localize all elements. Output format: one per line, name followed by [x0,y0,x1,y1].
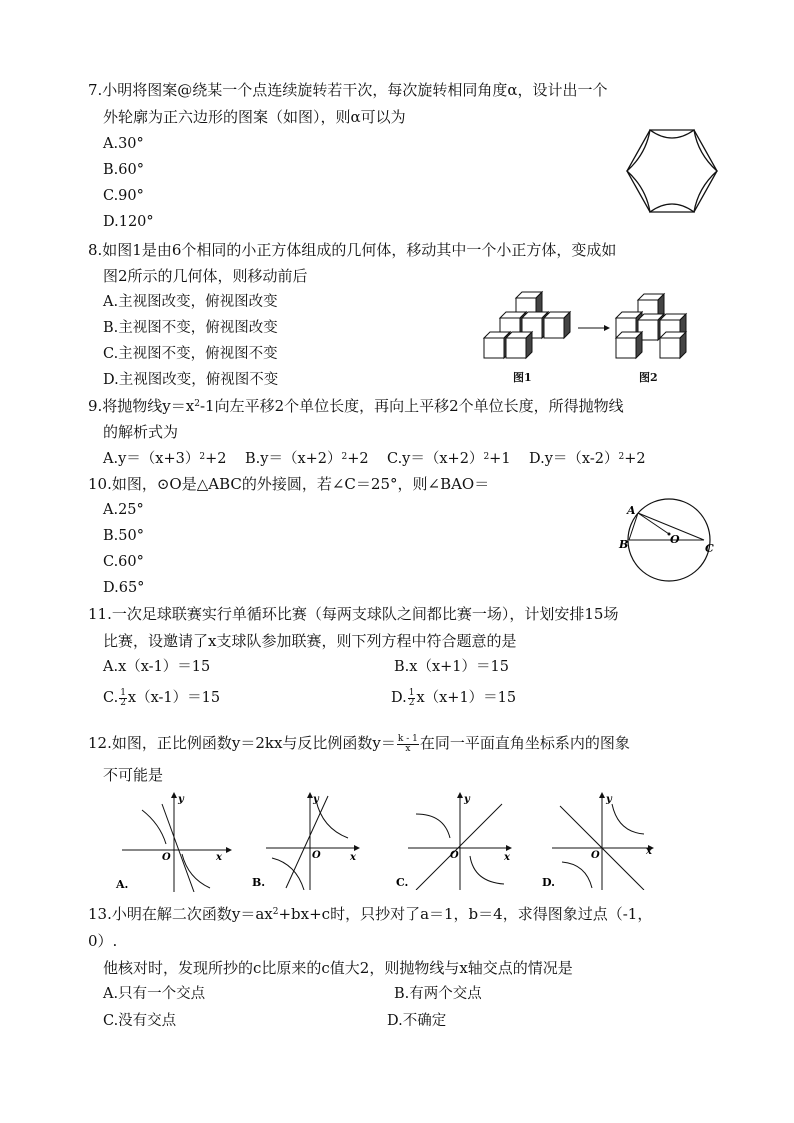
q9-option-b: $B.y=(x+2)^2+2$ [245,451,369,467]
graph-b [250,790,370,890]
circle-figure [616,496,716,584]
q7-option-c: C.90° [103,188,144,204]
figure1-caption: 图1 [513,371,532,384]
graph-d [540,790,665,890]
q7-stem-line1: 7.小明将图案@绕某一个点连续旋转若干次，每次旋转相同角度α，设计出一个 [88,81,608,99]
svg-text:x: x [646,846,652,857]
q13-option-a: A.只有一个交点 [103,986,206,1002]
graph-c-label: C. [396,876,409,889]
graph-b-label: B. [252,876,266,889]
fraction-half: $\frac{1}{2}$ [120,687,126,708]
svg-text:y: y [178,794,184,805]
q13-stem-line2: 0）. [88,932,118,950]
q8-stem-line2: 图2所示的几何体，则移动前后 [103,267,308,285]
svg-text:y: y [313,794,319,805]
hexagon-figure [622,126,722,216]
q13-option-d: D.不确定 [387,1013,447,1029]
figure2-caption: 图2 [639,371,658,384]
q10-option-b: B.50° [103,528,144,544]
q12-stem-line2: 不可能是 [103,766,164,784]
q13-stem-line3: 他核对时，发现所抄的c比原来的c值大2，则抛物线与x轴交点的情况是 [103,959,573,977]
q11-option-d: D. $\frac{1}{2}$ x（x+1）＝15 [391,687,517,708]
graph-a [112,792,232,892]
q9-option-d: $D.y=(x-2)^2+2$ [529,451,646,467]
point-a-label: A [627,504,636,517]
q11-stem-line2: 比赛，设邀请了x支球队参加联赛，则下列方程中符合题意的是 [103,632,517,650]
q7-option-b: B.60° [103,162,144,178]
graph-c [394,790,519,890]
q8-stem-line1: 8.如图1是由6个相同的小正方体组成的几何体，移动其中一个小正方体，变成如 [88,241,617,259]
q13-option-c: C.没有交点 [103,1013,177,1029]
q9-stem-line2: 的解析式为 [103,423,179,441]
svg-text:O: O [312,850,321,861]
q11-option-a: A.x（x-1）＝15 [103,659,211,675]
q7-option-d: D.120° [103,214,154,230]
q8-option-b: B.主视图不变，俯视图改变 [103,320,278,336]
q7-option-a: A.30° [103,136,144,152]
fraction-k-minus-1-over-x: $\frac{k - 1}{x}$ [397,733,418,754]
q10-option-d: D.65° [103,580,145,596]
fraction-half: $\frac{1}{2}$ [408,687,415,708]
svg-text:y: y [606,794,612,805]
svg-text:y: y [464,794,470,805]
q9-option-c: $C.y=(x+2)^2+1$ [387,451,511,467]
svg-text:O: O [162,852,171,863]
svg-text:x: x [350,852,356,863]
q10-stem: 10.如图，⊙O是△ABC的外接圆，若∠C＝25°，则∠BAO＝ [88,475,490,493]
q11-option-c: C. $\frac{1}{2}$ x（x-1）＝15 [103,687,221,708]
svg-text:O: O [450,850,459,861]
q8-option-d: D.主视图改变，俯视图不变 [103,372,279,388]
q10-option-c: C.60° [103,554,144,570]
svg-text:O: O [591,850,600,861]
cubes-figure [480,288,690,360]
svg-text:x: x [504,852,510,863]
point-c-label: C [705,542,714,555]
graph-d-label: D. [542,876,555,889]
q13-option-b: B.有两个交点 [394,986,482,1002]
q10-option-a: A.25° [103,502,144,518]
q8-option-c: C.主视图不变，俯视图不变 [103,346,278,362]
q9-stem-line1: 9.将抛物线$y=x^2-1$向左平移2个单位长度，再向上平移2个单位长度，所得抛物线 [88,397,624,415]
q11-stem-line1: 11.一次足球联赛实行单循环比赛（每两支球队之间都比赛一场），计划安排15场 [88,605,619,623]
q11-option-b: B.x（x+1）＝15 [394,659,509,675]
point-b-label: B [619,538,629,551]
q9-option-a: $A.y=(x+3)^2+2$ [103,451,227,467]
q8-option-a: A.主视图改变，俯视图改变 [103,294,278,310]
point-o-label: O [670,533,680,546]
graph-a-label: A. [116,878,129,891]
svg-text:x: x [216,852,222,863]
q7-stem-line2: 外轮廓为正六边形的图案（如图），则α可以为 [103,108,406,126]
q13-stem-line1: 13.小明在解二次函数$y=ax^2+bx+c$时，只抄对了a＝1，b＝4，求得图象过点（-1， [88,905,653,923]
q12-stem-line1: 12.如图，正比例函数y＝2kx与反比例函数y＝ $\frac{k - 1}{x}$ 在同一平面直角坐标系内的图象 [88,733,630,754]
